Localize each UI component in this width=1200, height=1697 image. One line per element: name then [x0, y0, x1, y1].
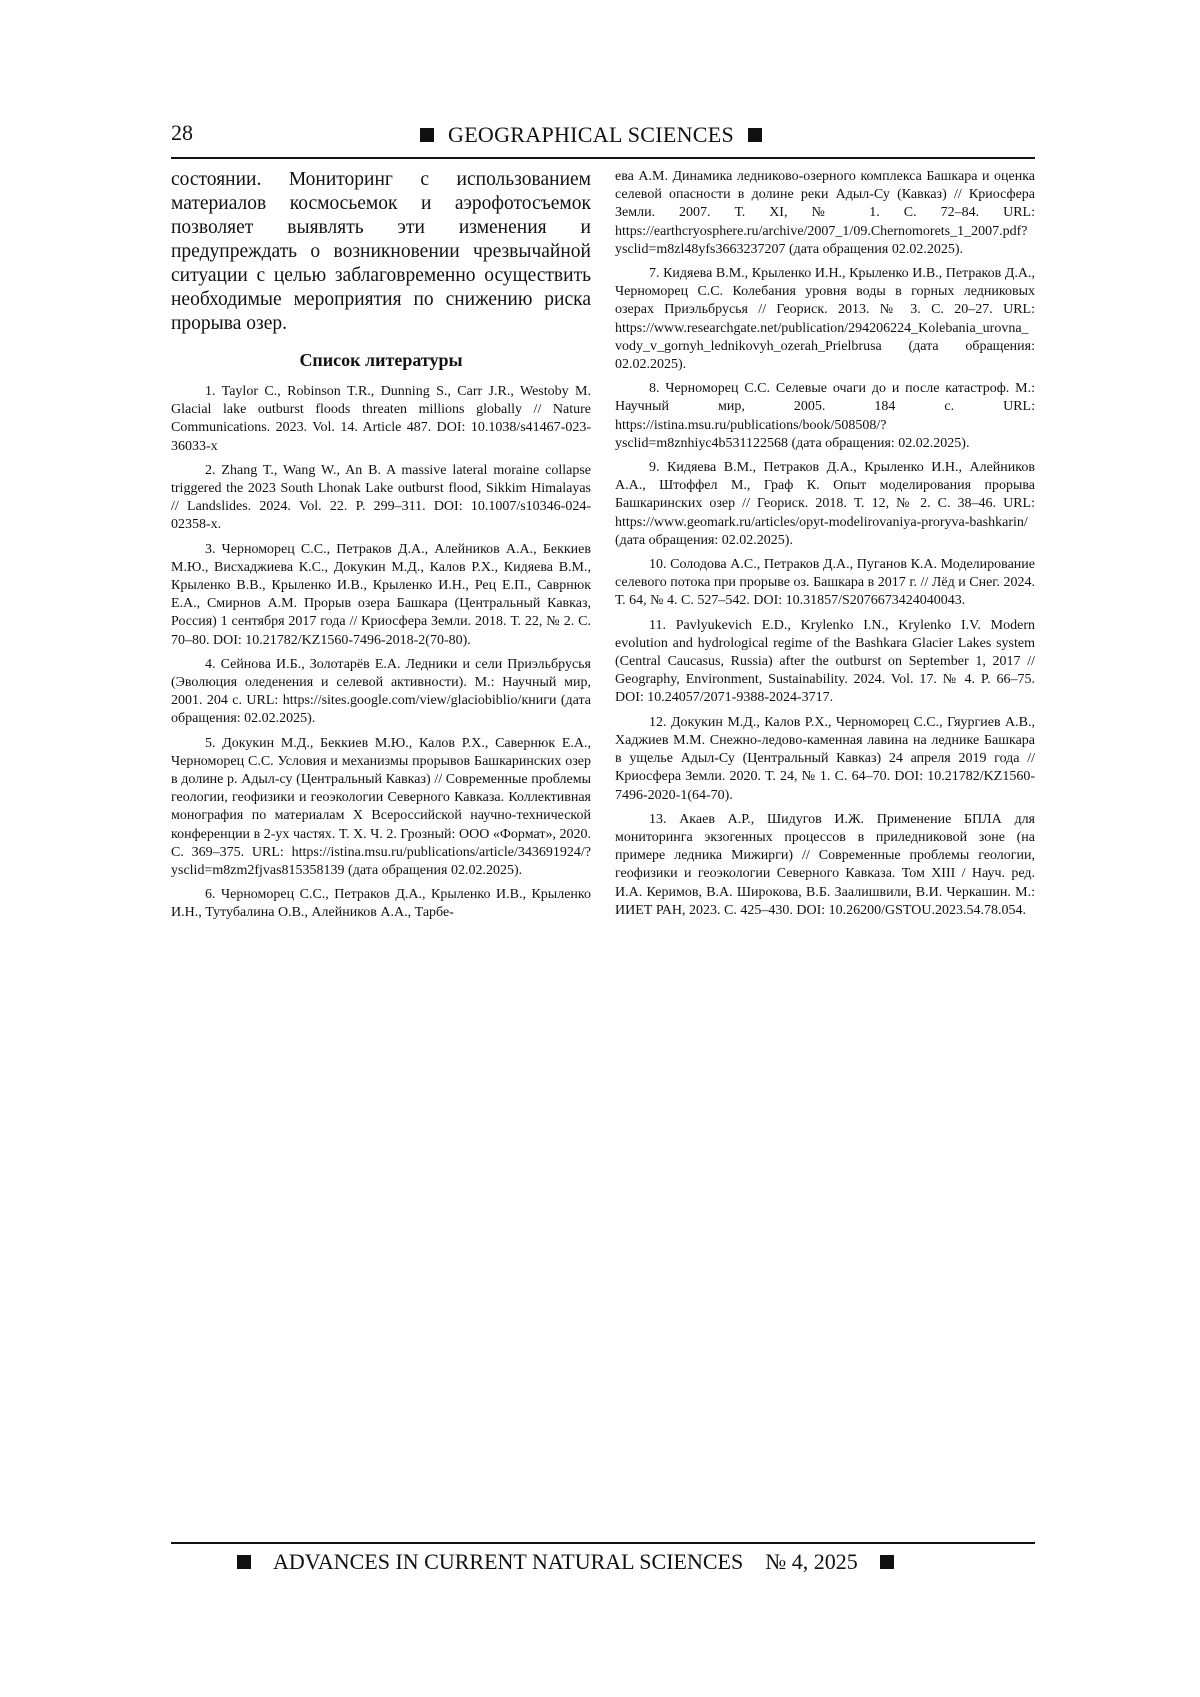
- left-column: [171, 168, 591, 929]
- reference-item: 2. Zhang T., Wang W., An B. A massive lateral moraine collapse triggered the 2023 South Lhonak Lake outburst flood, Sikkim Himalayas // Landslides. 2024. Vol. 22. P. 299–311. DOI: 10.1007/s10346-024-02358-x.: [171, 462, 591, 535]
- issue-number: № 4, 2025: [765, 1549, 858, 1575]
- reference-item: 5. Докукин М.Д., Беккиев М.Ю., Калов Р.Х., Савернюк Е.А., Черноморец С.С. Условия и механизмы прорывов Башкаринских озер в долине р. Адыл-су (Центральный Кавказ) // Современные проблемы геологии, геофизики и геоэкологии Северного Кавказа. Коллективная монография по материалам X Всероссийской научно-технической конференции в 2-ух частях. Т. X. Ч. 2. Грозный: ООО «Формат», 2020. С. 369–375. URL: https://istina.msu.ru/publications/article/343691924/?ysclid=m8zm2fjvas815358139 (дата обращения 02.02.2025).: [171, 735, 591, 881]
- reference-item: 12. Докукин М.Д., Калов Р.Х., Черноморец С.С., Гяургиев А.В., Хаджиев М.М. Снежно-ледово-каменная лавина на леднике Башкара в ущелье Адыл-Су (Центральный Кавказ) 24 апреля 2019 года // Криосфера Земли. 2020. Т. 24, № 1. С. 64–70. DOI: 10.21782/KZ1560-7496-2020-1(64-70).: [615, 714, 1035, 805]
- references-heading: Список литературы: [171, 350, 591, 371]
- reference-item: 6. Черноморец С.С., Петраков Д.А., Крыленко И.В., Крыленко И.Н., Тутубалина О.В., Алейников А.А., Тарбе-: [171, 886, 591, 922]
- reference-item-continued: ева А.М. Динамика ледниково-озерного комплекса Башкара и оценка селевой опасности в долине реки Адыл-Су (Кавказ) // Криосфера Земли. 2007. Т. XI, № 1. С. 72–84. URL: https://earthcryosphere.ru/archive/2007_1/09.Chernomorets_1_2007.pdf?ysclid=m8zl48yfs3663237207 (дата обращения 02.02.2025).: [615, 168, 1035, 259]
- reference-item: 13. Акаев А.Р., Шидугов И.Ж. Применение БПЛА для мониторинга экзогенных процессов в приледниковой зоне (на примере ледника Мижирги) // Современные проблемы геологии, геофизики и геоэкологии Северного Кавказа. Том XIII / Науч. ред. И.А. Керимов, В.А. Широкова, В.Б. Заалишвили, В.И. Черкашин. М.: ИИЕТ РАН, 2023. С. 425–430. DOI: 10.26200/GSTOU.2023.54.78.054.: [615, 811, 1035, 920]
- footer-divider: [171, 1542, 1035, 1544]
- reference-item: 10. Солодова А.С., Петраков Д.А., Пуганов К.А. Моделирование селевого потока при прорыве оз. Башкара в 2017 г. // Лёд и Снег. 2024. Т. 64, № 4. С. 527–542. DOI: 10.31857/S2076673424040043.: [615, 556, 1035, 611]
- journal-section-title: GEOGRAPHICAL SCIENCES: [448, 122, 734, 148]
- header-divider: [171, 157, 1035, 159]
- journal-name: ADVANCES IN CURRENT NATURAL SCIENCES: [273, 1549, 743, 1575]
- reference-item: 7. Кидяева В.М., Крыленко И.Н., Крыленко И.В., Петраков Д.А., Черноморец С.С. Колебания уровня воды в горных ледниковых озерах Приэльбрусья // Геориск. 2013. № 3. С. 20–27. URL: https://www.researchgate.net/publication/294206224_Kolebania_urovna_vody_v_gornyh_lednikovyh_ozerah_Prielbrusa (дата обращения: 02.02.2025).: [615, 265, 1035, 374]
- right-column: [615, 168, 1035, 926]
- reference-item: 8. Черноморец С.С. Селевые очаги до и после катастроф. М.: Научный мир, 2005. 184 с. URL: https://istina.msu.ru/publications/book/508508/?ysclid=m8znhiyc4b531122568 (дата обращения: 02.02.2025).: [615, 380, 1035, 453]
- square-bullet-icon: [237, 1555, 251, 1569]
- reference-item: 3. Черноморец С.С., Петраков Д.А., Алейников А.А., Беккиев М.Ю., Висхаджиева К.С., Докукин М.Д., Калов Р.Х., Кидяева В.М., Крыленко В.В., Крыленко И.В., Крыленко И.Н., Рец Е.П., Саврнюк Е.А., Смирнов А.М. Прорыв озера Башкара (Центральный Кавказ, Россия) 1 сентября 2017 года // Криосфера Земли. 2018. Т. 22, № 2. С. 70–80. DOI: 10.21782/KZ1560-7496-2018-2(70-80).: [171, 541, 591, 650]
- square-bullet-icon: [420, 128, 434, 142]
- body-paragraph: состоянии. Мониторинг с использованием материалов космосьемок и аэрофотосъемок позволяет выявлять эти изменения и предупреждать о возникновении чрезвычайной ситуации с целью заблаговременно осуществить необходимые мероприятия по снижению риска прорыва озер.: [171, 168, 591, 336]
- square-bullet-icon: [880, 1555, 894, 1569]
- running-footer: [237, 1549, 894, 1575]
- reference-item: 11. Pavlyukevich E.D., Krylenko I.N., Krylenko I.V. Modern evolution and hydrological regime of the Bashkara Glacier Lakes system (Central Caucasus, Russia) after the outburst on September 1, 2017 // Geography, Environment, Sustainability. 2024. Vol. 17. № 4. P. 66–75. DOI: 10.24057/2071-9388-2024-3717.: [615, 617, 1035, 708]
- reference-item: 4. Сейнова И.Б., Золотарёв Е.А. Ледники и сели Приэльбрусья (Эволюция оледенения и селевой активности). М.: Научный мир, 2001. 204 с. URL: https://sites.google.com/view/glaciobiblio/книги (дата обращения: 02.02.2025).: [171, 656, 591, 729]
- running-header: [420, 122, 762, 148]
- reference-item: 9. Кидяева В.М., Петраков Д.А., Крыленко И.Н., Алейников А.А., Штоффел М., Граф К. Опыт моделирования прорыва Башкаринских озер // Геориск. 2018. Т. 12, № 2. С. 38–46. URL: https://www.geomark.ru/articles/opyt-modelirovaniya-proryva-bashkarin/ (дата обращения: 02.02.2025).: [615, 459, 1035, 550]
- square-bullet-icon: [748, 128, 762, 142]
- page-number: 28: [171, 120, 193, 146]
- reference-item: 1. Taylor C., Robinson T.R., Dunning S., Carr J.R., Westoby M. Glacial lake outburst floods threaten millions globally // Nature Communications. 2023. Vol. 14. Article 487. DOI: 10.1038/s41467-023-36033-x: [171, 383, 591, 456]
